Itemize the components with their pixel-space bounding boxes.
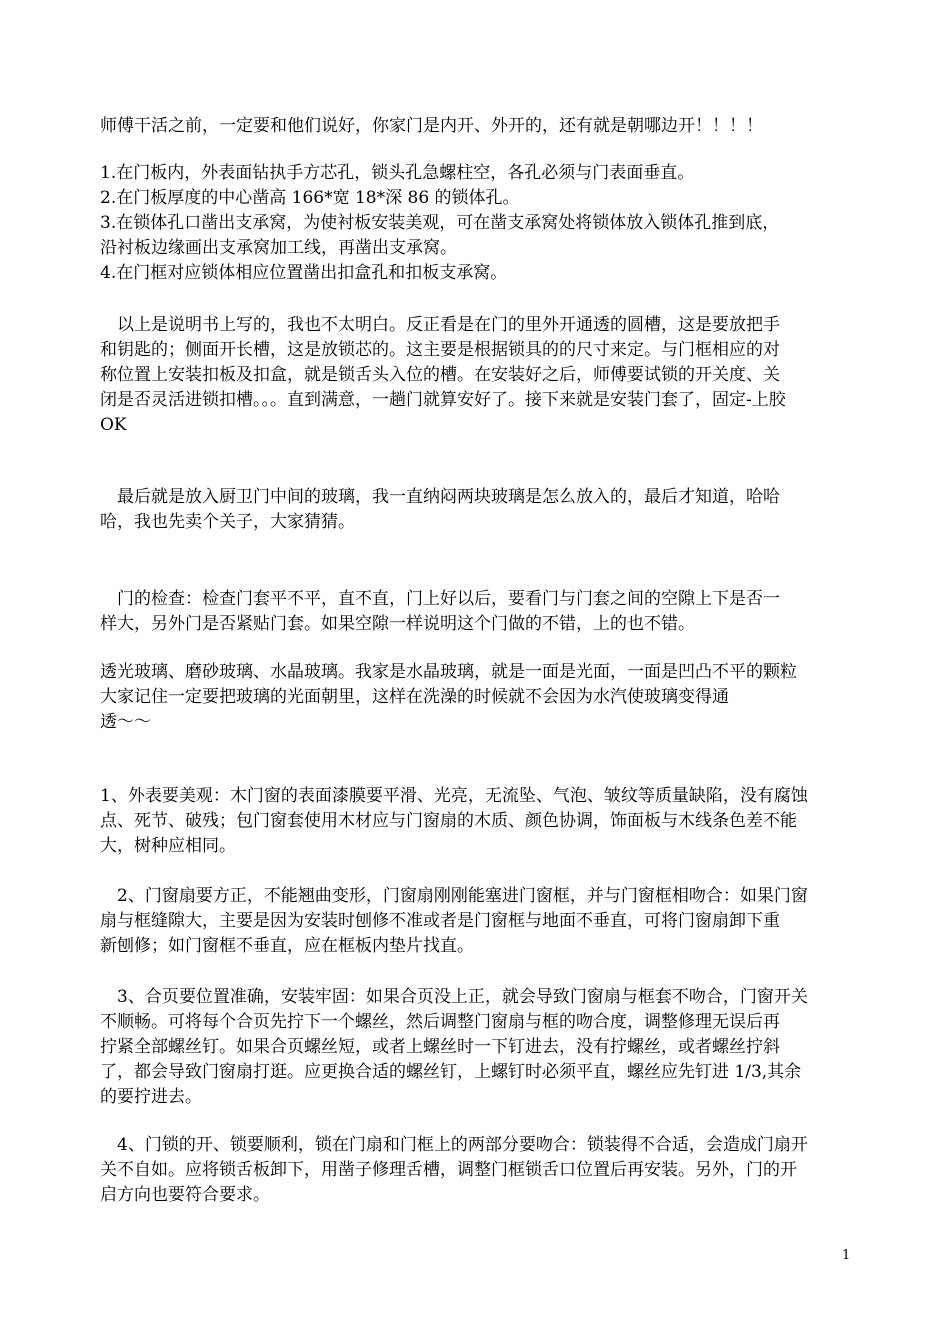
checklist-item-hinges	[100, 985, 855, 1110]
glass-note-paragraph	[100, 485, 855, 535]
checklist-line: 关不自如。应将锁舌板卸下，用凿子修理舌槽，调整门框锁舌口位置后再安装。另外，门的开	[100, 1160, 797, 1180]
checklist-item-squareness	[100, 884, 855, 959]
inspection-line: 门的检查：检查门套平不平，直不直，门上好以后，要看门与门套之间的空隙上下是否一	[100, 589, 780, 609]
explanation-line: 以上是说明书上写的，我也不太明白。反正看是在门的里外开通透的圆槽，这是要放把手	[100, 315, 780, 335]
step-line: 4.在门框对应锁体相应位置凿出扣盒孔和扣板支承窝。	[100, 263, 508, 283]
inspection-paragraph	[100, 587, 855, 637]
inspection-line: 样大，另外门是否紧贴门套。如果空隙一样说明这个门做的不错，上的也不错。	[100, 614, 695, 634]
checklist-line: 拧紧全部螺丝钉。如果合页螺丝短，或者上螺丝时一下钉进去，没有拧螺丝，或者螺丝拧斜	[100, 1037, 780, 1057]
explanation-line: 称位置上安装扣板及扣盒，就是锁舌头入位的槽。在安装好之后，师傅要试锁的开关度、关	[100, 365, 780, 385]
intro-line: 师傅干活之前，一定要和他们说好，你家门是内开、外开的，还有就是朝哪边开！！！！	[100, 116, 763, 136]
checklist-item-appearance	[100, 784, 855, 859]
intro-paragraph	[100, 114, 855, 139]
step-line: 2.在门板厚度的中心凿高 166*宽 18*深 86 的锁体孔。	[100, 188, 520, 208]
checklist-line: 新刨修；如门窗框不垂直，应在框板内垫片找直。	[100, 936, 474, 956]
checklist-line: 2、门窗扇要方正，不能翘曲变形，门窗扇刚刚能塞进门窗框，并与门窗框相吻合：如果门窗	[100, 886, 808, 906]
checklist-line: 启方向也要符合要求。	[100, 1185, 270, 1205]
explanation-line: 和钥匙的；侧面开长槽，这是放锁芯的。这主要是根据锁具的的尺寸来定。与门框相应的对	[100, 340, 780, 360]
checklist-line: 1、外表要美观：木门窗的表面漆膜要平滑、光亮，无流坠、气泡、皱纹等质量缺陷，没有腐蚀	[100, 786, 808, 806]
glass-types-paragraph	[100, 660, 855, 735]
explanation-paragraph	[100, 313, 855, 438]
installation-steps	[100, 161, 855, 286]
checklist-item-lock	[100, 1133, 855, 1208]
step-line: 3.在锁体孔口凿出支承窝，为使衬板安装美观，可在凿支承窝处将锁体放入锁体孔推到底，	[100, 213, 780, 233]
glass-types-line: 透光玻璃、磨砂玻璃、水晶玻璃。我家是水晶玻璃，就是一面是光面，一面是凹凸不平的颗粒	[100, 662, 797, 682]
explanation-line: 闭是否灵活进锁扣槽。。。直到满意，一趟门就算安好了。接下来就是安装门套了，固定-上胶	[100, 390, 786, 410]
checklist-line: 点、死节、破残；包门窗套使用木材应与门窗扇的木质、颜色协调，饰面板与木线条色差不能	[100, 811, 797, 831]
step-line: 沿衬板边缘画出支承窝加工线，再凿出支承窝。	[100, 238, 457, 258]
glass-note-line: 哈，我也先卖个关子，大家猜猜。	[100, 512, 355, 532]
page-number: 1	[842, 1248, 851, 1263]
checklist-line: 4、门锁的开、锁要顺利，锁在门扇和门框上的两部分要吻合：锁装得不合适，会造成门扇开	[100, 1135, 808, 1155]
checklist-line: 不顺畅。可将每个合页先拧下一个螺丝，然后调整门窗扇与框的吻合度，调整修理无误后再	[100, 1012, 780, 1032]
checklist-line: 了，都会导致门窗扇打逛。应更换合适的螺丝钉，上螺钉时必须平直，螺丝应先钉进 1/3,其余	[100, 1062, 802, 1082]
checklist-line: 扇与框缝隙大，主要是因为安装时刨修不准或者是门窗框与地面不垂直，可将门窗扇卸下重	[100, 911, 780, 931]
glass-note-line: 最后就是放入厨卫门中间的玻璃，我一直纳闷两块玻璃是怎么放入的，最后才知道，哈哈	[100, 487, 780, 507]
explanation-line: OK	[100, 415, 127, 435]
checklist-line: 大，树种应相同。	[100, 836, 236, 856]
glass-types-line: 大家记住一定要把玻璃的光面朝里，这样在洗澡的时候就不会因为水汽使玻璃变得通	[100, 687, 729, 707]
checklist-line: 的要拧进去。	[100, 1087, 202, 1107]
checklist-line: 3、合页要位置准确，安装牢固：如果合页没上正，就会导致门窗扇与框套不吻合，门窗开关	[100, 987, 808, 1007]
glass-types-line: 透～～	[100, 712, 151, 732]
step-line: 1.在门板内，外表面钻执手方芯孔，锁头孔急螺柱空，各孔必须与门表面垂直。	[100, 163, 695, 183]
